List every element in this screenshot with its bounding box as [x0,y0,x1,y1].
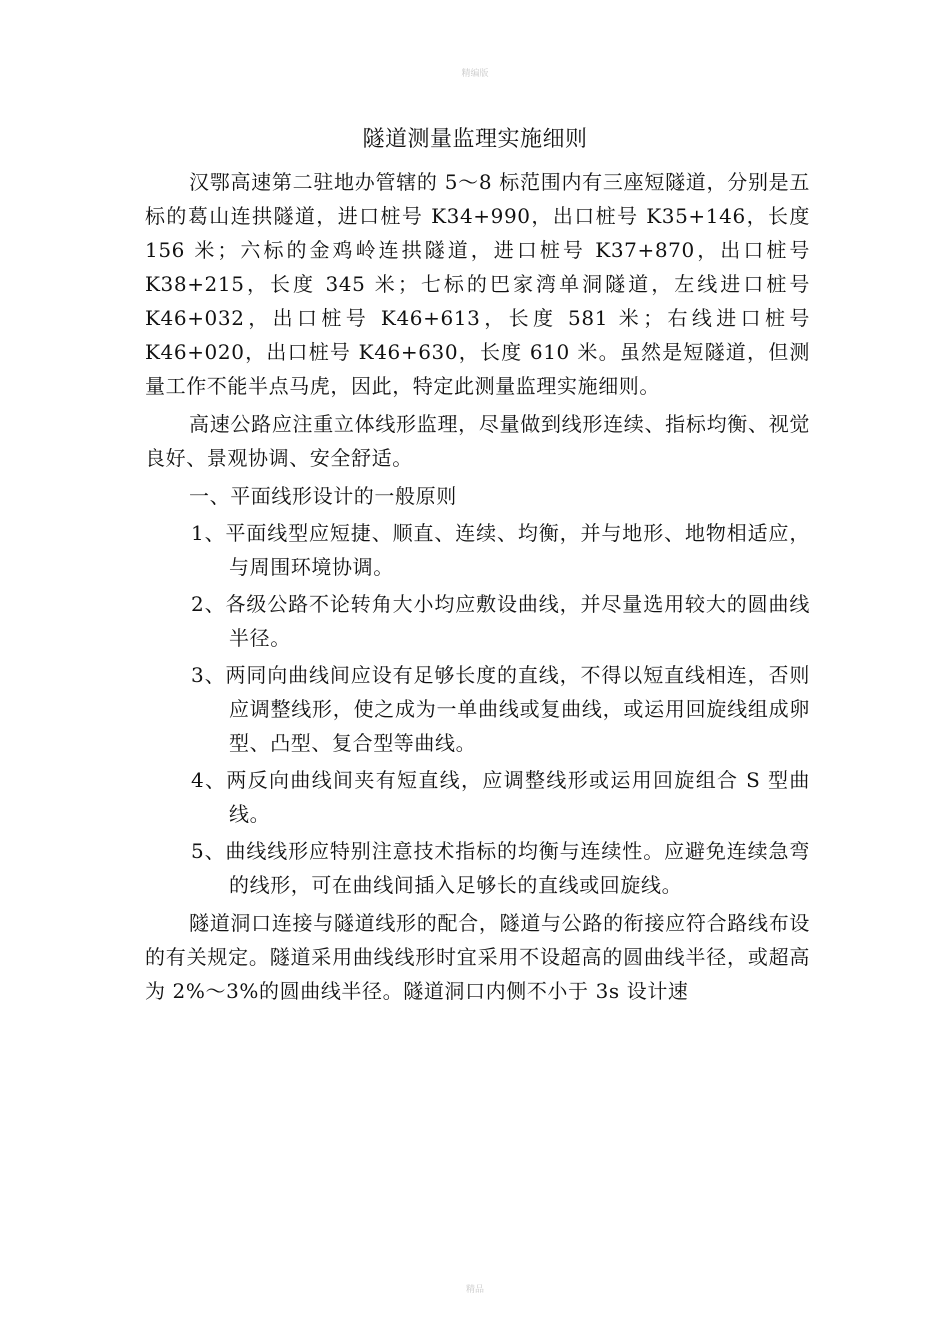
list-item: 1、平面线型应短捷、顺直、连续、均衡，并与地形、地物相适应，与周围环境协调。 [191,521,810,579]
list-item: 2、各级公路不论转角大小均应敷设曲线，并尽量选用较大的圆曲线半径。 [191,592,810,650]
tunnel-portal-paragraph: 隧道洞口连接与隧道线形的配合，隧道与公路的衔接应符合路线布设的有关规定。隧道采用曲线线形时宜采用不设超高的圆曲线半径，或超高为 2%～3%的圆曲线半径。隧道洞口内侧不小于 3s 设计速 [145,911,810,1003]
list-item: 5、曲线线形应特别注意技术指标的均衡与连续性。应避免连续急弯的线形，可在曲线间插入足够长的直线或回旋线。 [191,839,810,897]
document-body [145,165,810,1008]
footer-watermark: 精品 [465,1285,484,1295]
document-title: 隧道测量监理实施细则 [362,127,588,152]
list-item: 3、两同向曲线间应设有足够长度的直线，不得以短直线相连，否则应调整线形，使之成为一单曲线或复曲线，或运用回旋线组成卵型、凸型、复合型等曲线。 [191,663,810,755]
principle-paragraph: 高速公路应注重立体线形监理，尽量做到线形连续、指标均衡、视觉良好、景观协调、安全舒适。 [145,412,810,470]
header-watermark: 精编版 [461,69,489,79]
section-heading: 一、平面线形设计的一般原则 [189,484,457,508]
intro-paragraph: 汉鄂高速第二驻地办管辖的 5～8 标范围内有三座短隧道，分别是五标的葛山连拱隧道，进口桩号 K34+990，出口桩号 K35+146，长度 156 米；六标的金鸡岭连拱隧道，进口桩号 K37+870，出口桩号 K38+215，长度 345 米；七标的巴家湾单洞隧道，左线进口桩号 K46+032，出口桩号 K46+613，长度 581 米；右线进口桩号 K46+020，出口桩号 K46+630，长度 610 米。虽然是短隧道，但测量工作不能半点马虎，因此，特定此测量监理实施细则。 [145,170,810,398]
list-item: 4、两反向曲线间夹有短直线，应调整线形或运用回旋组合 S 型曲线。 [191,768,810,826]
